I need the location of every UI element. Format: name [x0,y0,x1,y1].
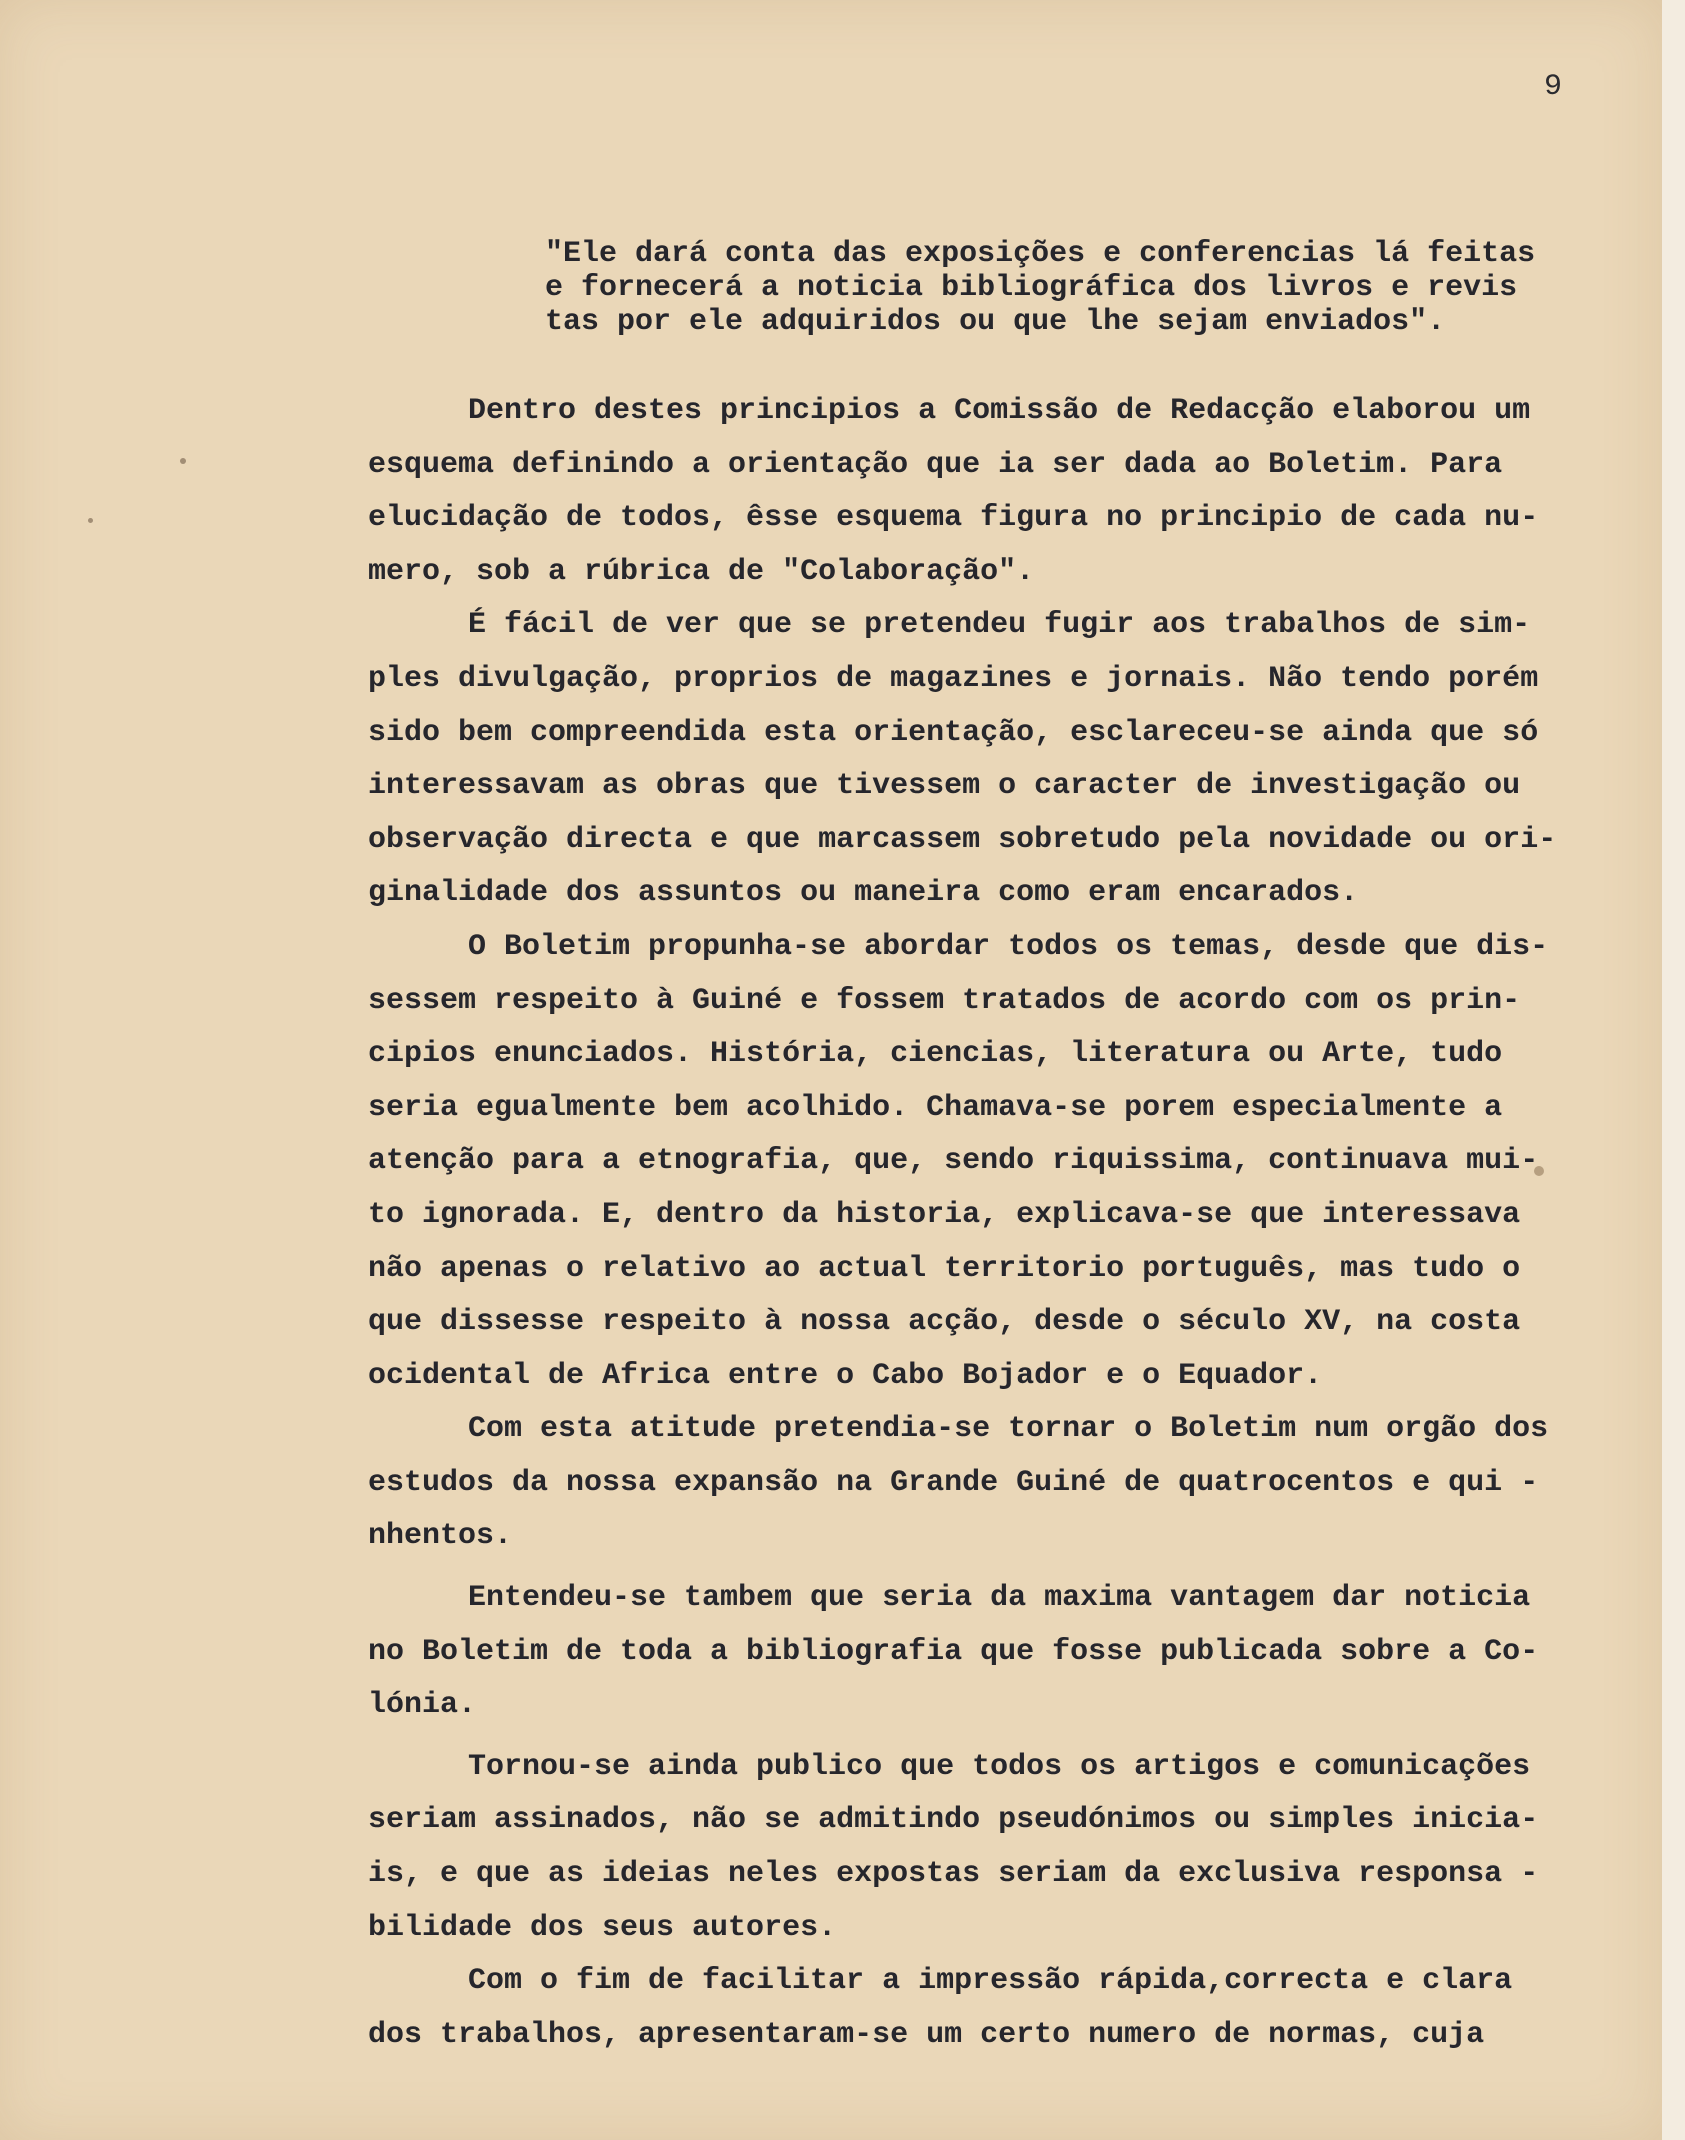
text-line: estudos da nossa expansão na Grande Guiné de quatrocentos e qui - [368,1465,1539,1500]
ink-smudge [88,518,93,523]
page-edge [1662,0,1685,2140]
text-line: nhentos. [368,1519,513,1554]
text-line: não apenas o relativo ao actual territorio português, mas tudo o [368,1251,1521,1286]
text-line: to ignorada. E, dentro da historia, explicava-se que interessava [368,1197,1521,1232]
quote-line: "Ele dará conta das exposições e conferencias lá feitas [545,237,1536,271]
text-line: seria egualmente bem acolhido. Chamava-se porem especialmente a [368,1090,1503,1125]
text-line: is, e que as ideias neles expostas seriam da exclusiva responsa - [368,1857,1539,1892]
text-line: sido bem compreendida esta orientação, esclareceu-se ainda que só [368,715,1539,750]
text-line: dos trabalhos, apresentaram-se um certo numero de normas, cuja [368,2017,1485,2052]
text-line: Com o fim de facilitar a impressão rápida,correcta e clara [468,1964,1513,1999]
page-number: 9 [1544,70,1563,104]
text-line: lónia. [368,1688,477,1723]
text-line: Dentro destes principios a Comissão de Redacção elaborou um [468,394,1531,428]
text-line: Entendeu-se tambem que seria da maxima vantagem dar noticia [468,1581,1531,1616]
text-line: interessavam as obras que tivessem o caracter de investigação ou [368,769,1521,804]
text-line: ples divulgação, proprios de magazines e jornais. Não tendo porém [368,661,1539,696]
body-text [368,385,1658,2062]
text-line: seriam assinados, não se admitindo pseudónimos ou simples inicia- [368,1803,1539,1838]
text-line: Tornou-se ainda publico que todos os artigos e comunicações [468,1749,1531,1784]
quote-line: e fornecerá a noticia bibliográfica dos livros e revis [545,271,1518,305]
text-line: atenção para a etnografia, que, sendo riquissima, continuava mui- [368,1144,1539,1179]
text-line: O Boletim propunha-se abordar todos os temas, desde que dis- [468,929,1549,964]
text-line: no Boletim de toda a bibliografia que fosse publicada sobre a Co- [368,1634,1539,1669]
text-line: que dissesse respeito à nossa acção, desde o século XV, na costa [368,1305,1521,1340]
ink-smudge [180,458,186,464]
text-line: esquema definindo a orientação que ia ser dada ao Boletim. Para [368,447,1503,482]
text-line: bilidade dos seus autores. [368,1910,837,1945]
text-line: elucidação de todos, êsse esquema figura no principio de cada nu- [368,501,1539,536]
text-line: observação directa e que marcassem sobretudo pela novidade ou ori- [368,822,1557,857]
text-line: ginalidade dos assuntos ou maneira como eram encarados. [368,876,1359,911]
text-line: Com esta atitude pretendia-se tornar o Boletim num orgão dos [468,1412,1549,1447]
block-quote [545,237,1645,339]
text-line: cipios enunciados. História, ciencias, literatura ou Arte, tudo [368,1037,1503,1072]
text-line: É fácil de ver que se pretendeu fugir aos trabalhos de sim- [468,608,1531,643]
text-line: mero, sob a rúbrica de "Colaboração". [368,554,1035,589]
text-line: ocidental de Africa entre o Cabo Bojador e o Equador. [368,1358,1323,1393]
text-line: sessem respeito à Guiné e fossem tratados de acordo com os prin- [368,983,1521,1018]
quote-line: tas por ele adquiridos ou que lhe sejam enviados". [545,305,1446,339]
